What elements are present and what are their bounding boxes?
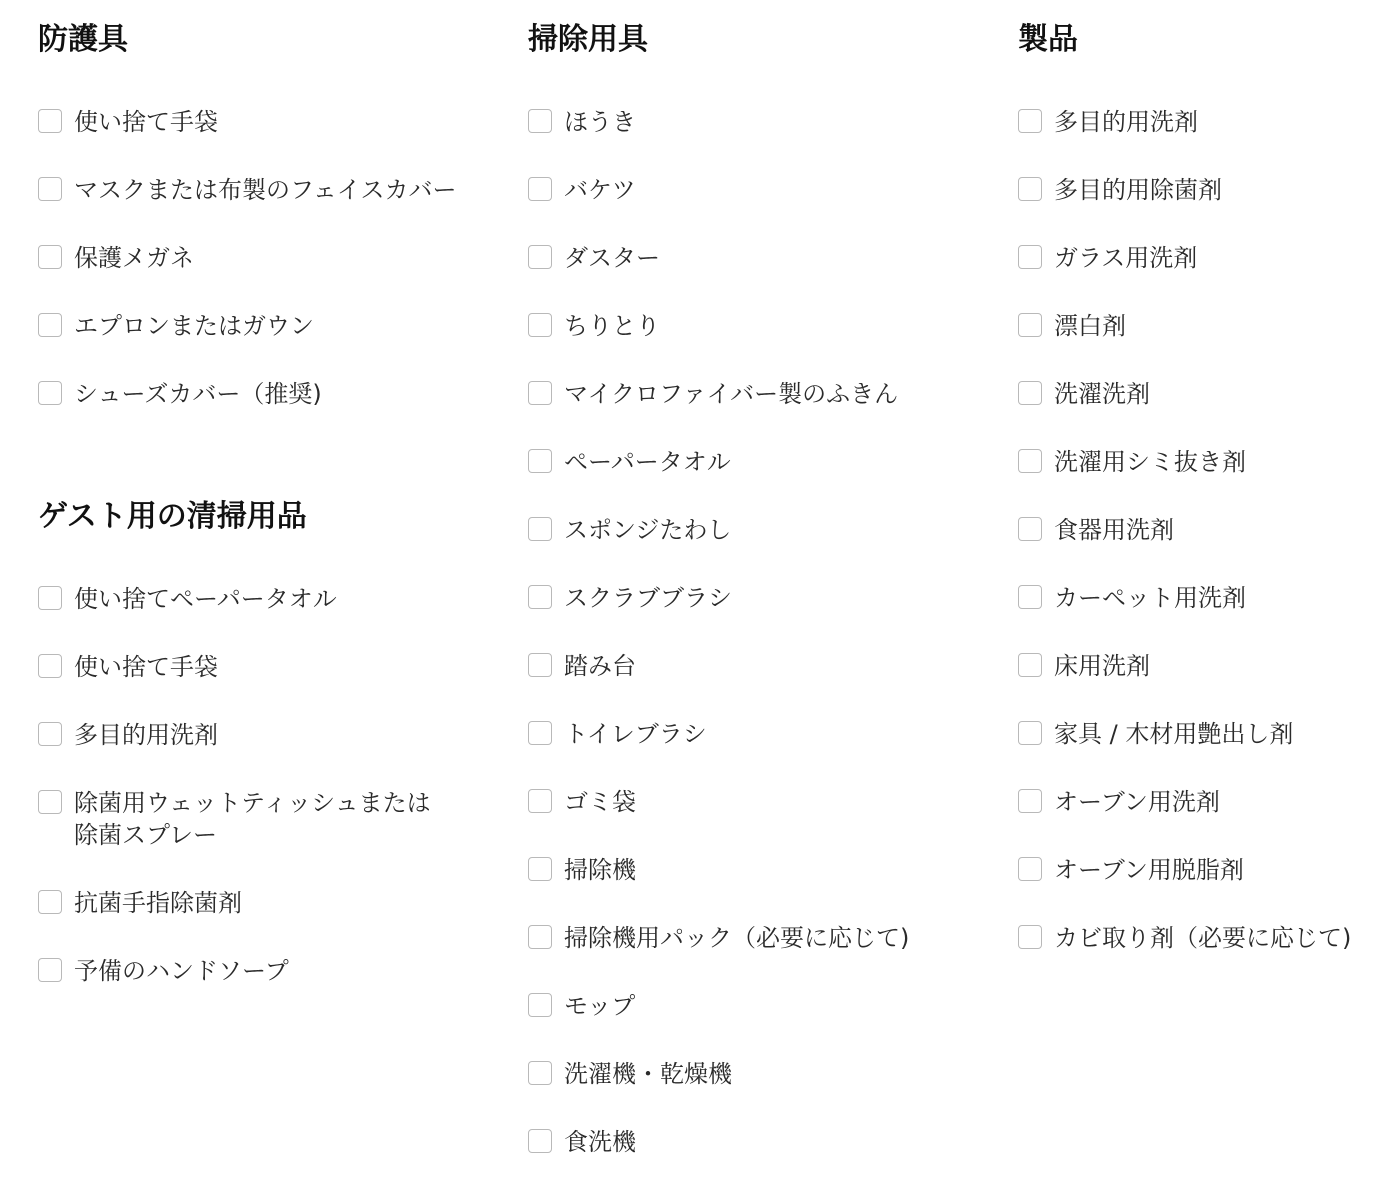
checklist-item-label: オーブン用脱脂剤 [1054, 856, 1244, 884]
checkbox[interactable] [38, 313, 62, 337]
checkbox[interactable] [1018, 653, 1042, 677]
checklist-item-label: 床用洗剤 [1054, 652, 1150, 680]
checkbox[interactable] [528, 925, 552, 949]
checklist-item-label: ゴミ袋 [564, 788, 636, 816]
checkbox[interactable] [1018, 857, 1042, 881]
checkbox[interactable] [528, 381, 552, 405]
checkbox[interactable] [38, 109, 62, 133]
protective-item-1[interactable] [38, 106, 498, 138]
product-item-5[interactable] [1018, 378, 1378, 410]
checkbox[interactable] [528, 109, 552, 133]
checklist-item-label: 食器用洗剤 [1054, 516, 1174, 544]
checkbox[interactable] [38, 177, 62, 201]
checkbox[interactable] [528, 1061, 552, 1085]
checklist-item-label: 多目的用洗剤 [1054, 108, 1198, 136]
checkbox[interactable] [528, 245, 552, 269]
cleaning-tool-item-5[interactable] [528, 378, 998, 410]
checkbox[interactable] [1018, 313, 1042, 337]
checklist-item-label: カーペット用洗剤 [1054, 584, 1246, 612]
checklist-item-label: 掃除機用パック（必要に応じて) [564, 924, 910, 952]
checklist-item-label: 食洗機 [564, 1128, 636, 1156]
checkbox[interactable] [1018, 721, 1042, 745]
product-item-10[interactable] [1018, 718, 1378, 750]
checklist-item-label: 家具 / 木材用艶出し剤 [1054, 720, 1294, 748]
guest-item-4[interactable] [38, 787, 498, 851]
product-item-2[interactable] [1018, 174, 1378, 206]
checkbox[interactable] [528, 449, 552, 473]
checkbox[interactable] [1018, 925, 1042, 949]
checkbox[interactable] [38, 790, 62, 814]
cleaning-tool-item-4[interactable] [528, 310, 998, 342]
checklist-products [1018, 106, 1378, 990]
protective-item-5[interactable] [38, 378, 498, 410]
checklist-item-label: マスクまたは布製のフェイスカバー [74, 176, 457, 204]
cleaning-tool-item-1[interactable] [528, 106, 998, 138]
checkbox[interactable] [1018, 585, 1042, 609]
checklist-item-label: 洗濯洗剤 [1054, 380, 1150, 408]
checklist-item-label: トイレブラシ [564, 720, 707, 748]
cleaning-tool-item-13[interactable] [528, 922, 998, 954]
checklist-protective-equipment [38, 106, 498, 446]
checklist-item-label: モップ [564, 992, 636, 1020]
checklist-item-label: バケツ [564, 176, 636, 204]
product-item-12[interactable] [1018, 854, 1378, 886]
checkbox[interactable] [1018, 177, 1042, 201]
checklist-item-label: 漂白剤 [1054, 312, 1126, 340]
checklist-item-label: ペーパータオル [564, 448, 731, 476]
protective-item-2[interactable] [38, 174, 498, 206]
guest-item-2[interactable] [38, 651, 498, 683]
product-item-1[interactable] [1018, 106, 1378, 138]
product-item-6[interactable] [1018, 446, 1378, 478]
cleaning-tool-item-15[interactable] [528, 1058, 998, 1090]
checklist-item-label: シューズカバー（推奨) [74, 380, 322, 408]
heading-cleaning-tools: 掃除用具 [528, 22, 648, 57]
heading-guest-cleaning-supplies: ゲスト用の清掃用品 [38, 499, 307, 534]
checklist-item-label: 使い捨てペーパータオル [74, 585, 337, 613]
product-item-8[interactable] [1018, 582, 1378, 614]
checkbox[interactable] [38, 586, 62, 610]
heading-products: 製品 [1018, 22, 1078, 57]
checklist-item-label: 保護メガネ [74, 244, 194, 272]
checklist-item-label: カビ取り剤（必要に応じて) [1054, 924, 1352, 952]
checkbox[interactable] [528, 313, 552, 337]
product-item-3[interactable] [1018, 242, 1378, 274]
cleaning-tool-item-3[interactable] [528, 242, 998, 274]
checkbox[interactable] [1018, 449, 1042, 473]
product-item-7[interactable] [1018, 514, 1378, 546]
checklist-item-label: スポンジたわし [564, 516, 732, 544]
checklist-item-label: エプロンまたはガウン [74, 312, 314, 340]
product-item-4[interactable] [1018, 310, 1378, 342]
checkbox[interactable] [38, 381, 62, 405]
checklist-item-label: 多目的用除菌剤 [1054, 176, 1222, 204]
checklist-item-label: ほうき [564, 108, 636, 136]
guest-item-3[interactable] [38, 719, 498, 751]
product-item-11[interactable] [1018, 786, 1378, 818]
checkbox[interactable] [528, 857, 552, 881]
checkbox[interactable] [38, 890, 62, 914]
cleaning-tool-item-11[interactable] [528, 786, 998, 818]
cleaning-tool-item-14[interactable] [528, 990, 998, 1022]
checklist-item-label: ガラス用洗剤 [1054, 244, 1198, 272]
checkbox[interactable] [1018, 245, 1042, 269]
checklist-item-label: 洗濯機・乾燥機 [564, 1060, 732, 1088]
checkbox[interactable] [528, 653, 552, 677]
cleaning-tool-item-9[interactable] [528, 650, 998, 682]
guest-item-5[interactable] [38, 887, 498, 919]
protective-item-3[interactable] [38, 242, 498, 274]
checkbox[interactable] [1018, 789, 1042, 813]
cleaning-tool-item-8[interactable] [528, 582, 998, 614]
checklist-item-label: 多目的用洗剤 [74, 721, 218, 749]
checkbox[interactable] [38, 654, 62, 678]
checkbox[interactable] [38, 722, 62, 746]
heading-protective-equipment: 防護具 [38, 22, 128, 57]
checklist-cleaning-tools [528, 106, 998, 1194]
checkbox[interactable] [1018, 381, 1042, 405]
checklist-item-label: 掃除機 [564, 856, 636, 884]
checklist-item-label: ダスター [564, 244, 660, 272]
checkbox[interactable] [528, 721, 552, 745]
checklist-item-label: 使い捨て手袋 [74, 653, 218, 681]
checklist-item-label: 踏み台 [564, 652, 636, 680]
checklist-item-label: オーブン用洗剤 [1054, 788, 1220, 816]
checkbox[interactable] [528, 517, 552, 541]
checklist-guest-cleaning-supplies [38, 583, 498, 1023]
checklist-item-label: 予備のハンドソープ [74, 957, 289, 985]
cleaning-tool-item-2[interactable] [528, 174, 998, 206]
checkbox[interactable] [528, 993, 552, 1017]
checkbox[interactable] [528, 789, 552, 813]
guest-item-6[interactable] [38, 955, 498, 987]
guest-item-1[interactable] [38, 583, 498, 615]
checkbox[interactable] [528, 585, 552, 609]
cleaning-tool-item-10[interactable] [528, 718, 998, 750]
checklist-item-label: 使い捨て手袋 [74, 108, 218, 136]
cleaning-tool-item-6[interactable] [528, 446, 998, 478]
checkbox[interactable] [528, 1129, 552, 1153]
checklist-item-label: ちりとり [564, 312, 660, 340]
product-item-13[interactable] [1018, 922, 1378, 954]
checklist-item-label: マイクロファイバー製のふきん [564, 380, 899, 408]
product-item-9[interactable] [1018, 650, 1378, 682]
protective-item-4[interactable] [38, 310, 498, 342]
checkbox[interactable] [1018, 109, 1042, 133]
checklist-item-label: 洗濯用シミ抜き剤 [1054, 448, 1246, 476]
cleaning-tool-item-7[interactable] [528, 514, 998, 546]
cleaning-tool-item-16[interactable] [528, 1126, 998, 1158]
checklist-item-label: スクラブブラシ [564, 584, 732, 612]
checklist-item-label: 除菌用ウェットティッシュまたは 除菌スプレー [74, 789, 431, 849]
checkbox[interactable] [38, 958, 62, 982]
checkbox[interactable] [38, 245, 62, 269]
checkbox[interactable] [1018, 517, 1042, 541]
checkbox[interactable] [528, 177, 552, 201]
cleaning-tool-item-12[interactable] [528, 854, 998, 886]
checklist-item-label: 抗菌手指除菌剤 [74, 889, 242, 917]
